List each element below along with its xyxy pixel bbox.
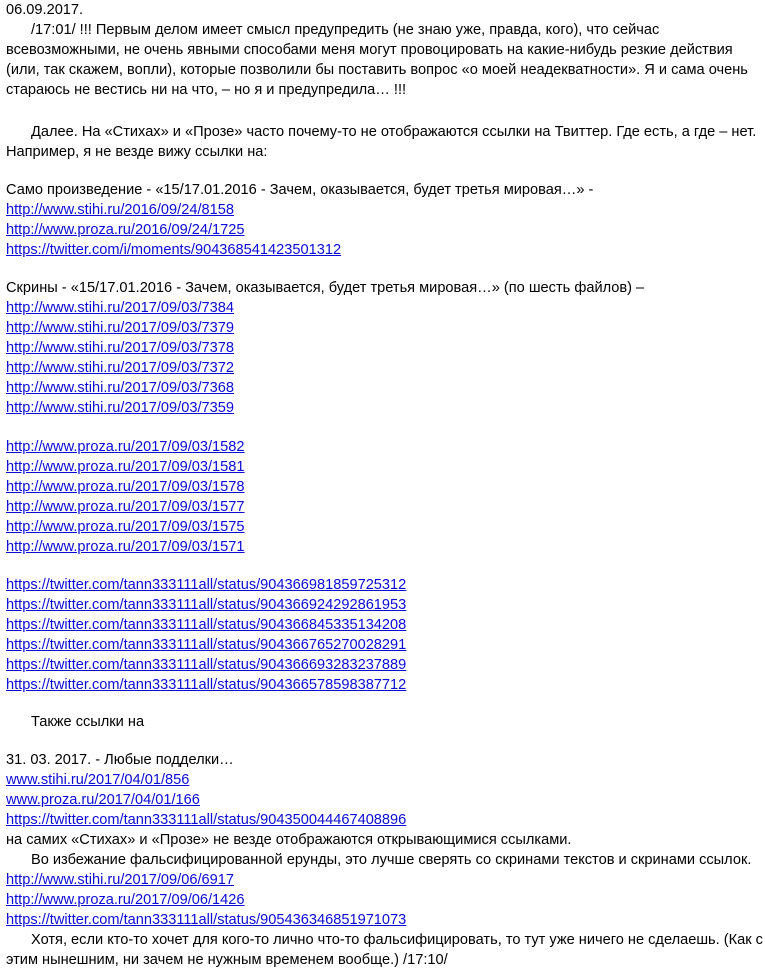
link-work-twitter[interactable]: https://twitter.com/i/moments/904368541423501312 xyxy=(6,242,342,258)
intro-line-4: стараюсь не вестись ни на что, – но я и предупредила… !!! xyxy=(6,82,407,98)
link-screen-proza[interactable]: http://www.proza.ru/2017/09/03/1571 xyxy=(6,539,245,555)
link-screen-proza[interactable]: http://www.proza.ru/2017/09/03/1582 xyxy=(6,439,245,455)
link-forgeries-stihi[interactable]: www.stihi.ru/2017/04/01/856 xyxy=(6,772,190,788)
link-screen-stihi[interactable]: http://www.stihi.ru/2017/09/03/7368 xyxy=(6,380,234,396)
closing-line-1: Хотя, если кто-то хочет для кого-то лично что-то фальсифицировать, то тут уже ничего не сделаешь. (Как с xyxy=(31,932,763,948)
also-links-label: Также ссылки на xyxy=(31,714,145,730)
forgeries-heading: 31. 03. 2017. - Любые подделки… xyxy=(6,752,234,768)
avoid-note: Во избежание фальсифицированной ерунды, это лучше сверять со скринами текстов и скринами ссылок. xyxy=(31,852,752,868)
link-screen-stihi[interactable]: http://www.stihi.ru/2017/09/03/7379 xyxy=(6,320,234,336)
link-screen-twitter[interactable]: https://twitter.com/tann333111all/status/904366981859725312 xyxy=(6,577,407,593)
link-check-stihi[interactable]: http://www.stihi.ru/2017/09/06/6917 xyxy=(6,872,234,888)
link-work-stihi[interactable]: http://www.stihi.ru/2016/09/24/8158 xyxy=(6,202,234,218)
link-screen-twitter[interactable]: https://twitter.com/tann333111all/status/904366845335134208 xyxy=(6,617,407,633)
forgeries-note: на самих «Стихах» и «Прозе» не везде отображаются открывающимися ссылками. xyxy=(6,832,572,848)
para2-line-2: Например, я не везде вижу ссылки на: xyxy=(6,144,268,160)
link-screen-proza[interactable]: http://www.proza.ru/2017/09/03/1581 xyxy=(6,459,245,475)
link-check-twitter[interactable]: https://twitter.com/tann333111all/status/905436346851971073 xyxy=(6,912,407,928)
link-work-proza[interactable]: http://www.proza.ru/2016/09/24/1725 xyxy=(6,222,245,238)
screens-heading: Скрины - «15/17.01.2016 - Зачем, оказывается, будет третья мировая…» (по шесть файлов) – xyxy=(6,280,645,296)
link-screen-proza[interactable]: http://www.proza.ru/2017/09/03/1577 xyxy=(6,499,245,515)
link-screen-twitter[interactable]: https://twitter.com/tann333111all/status/904366578598387712 xyxy=(6,677,407,693)
para2-line-1: Далее. На «Стихах» и «Прозе» часто почему-то не отображаются ссылки на Твиттер. Где есть, а где – нет. xyxy=(31,124,757,140)
link-screen-proza[interactable]: http://www.proza.ru/2017/09/03/1578 xyxy=(6,479,245,495)
link-screen-twitter[interactable]: https://twitter.com/tann333111all/status/904366693283237889 xyxy=(6,657,407,673)
entry-date: 06.09.2017. xyxy=(6,2,84,18)
intro-line-1: /17:01/ !!! Первым делом имеет смысл предупредить (не знаю уже, правда, кого), что сейчас xyxy=(31,22,660,38)
intro-line-3: (или, так скажем, вопли), которые позволили бы поставить вопрос «о моей неадекватности». Я и сама очень xyxy=(6,62,748,78)
link-screen-stihi[interactable]: http://www.stihi.ru/2017/09/03/7384 xyxy=(6,300,234,316)
link-screen-stihi[interactable]: http://www.stihi.ru/2017/09/03/7372 xyxy=(6,360,234,376)
link-screen-twitter[interactable]: https://twitter.com/tann333111all/status/904366765270028291 xyxy=(6,637,407,653)
link-forgeries-twitter[interactable]: https://twitter.com/tann333111all/status/904350044467408896 xyxy=(6,812,407,828)
link-check-proza[interactable]: http://www.proza.ru/2017/09/06/1426 xyxy=(6,892,245,908)
link-screen-stihi[interactable]: http://www.stihi.ru/2017/09/03/7378 xyxy=(6,340,234,356)
link-screen-proza[interactable]: http://www.proza.ru/2017/09/03/1575 xyxy=(6,519,245,535)
work-heading: Само произведение - «15/17.01.2016 - Зачем, оказывается, будет третья мировая…» - xyxy=(6,182,594,198)
intro-line-2: всевозможными, не очень явными способами меня могут провоцировать на какие-нибудь резкие действия xyxy=(6,42,733,58)
link-screen-stihi[interactable]: http://www.stihi.ru/2017/09/03/7359 xyxy=(6,400,234,416)
link-screen-twitter[interactable]: https://twitter.com/tann333111all/status/904366924292861953 xyxy=(6,597,407,613)
closing-line-2: этим нынешним, ни зачем не нужным временем вообще.) /17:10/ xyxy=(6,952,448,968)
link-forgeries-proza[interactable]: www.proza.ru/2017/04/01/166 xyxy=(6,792,200,808)
